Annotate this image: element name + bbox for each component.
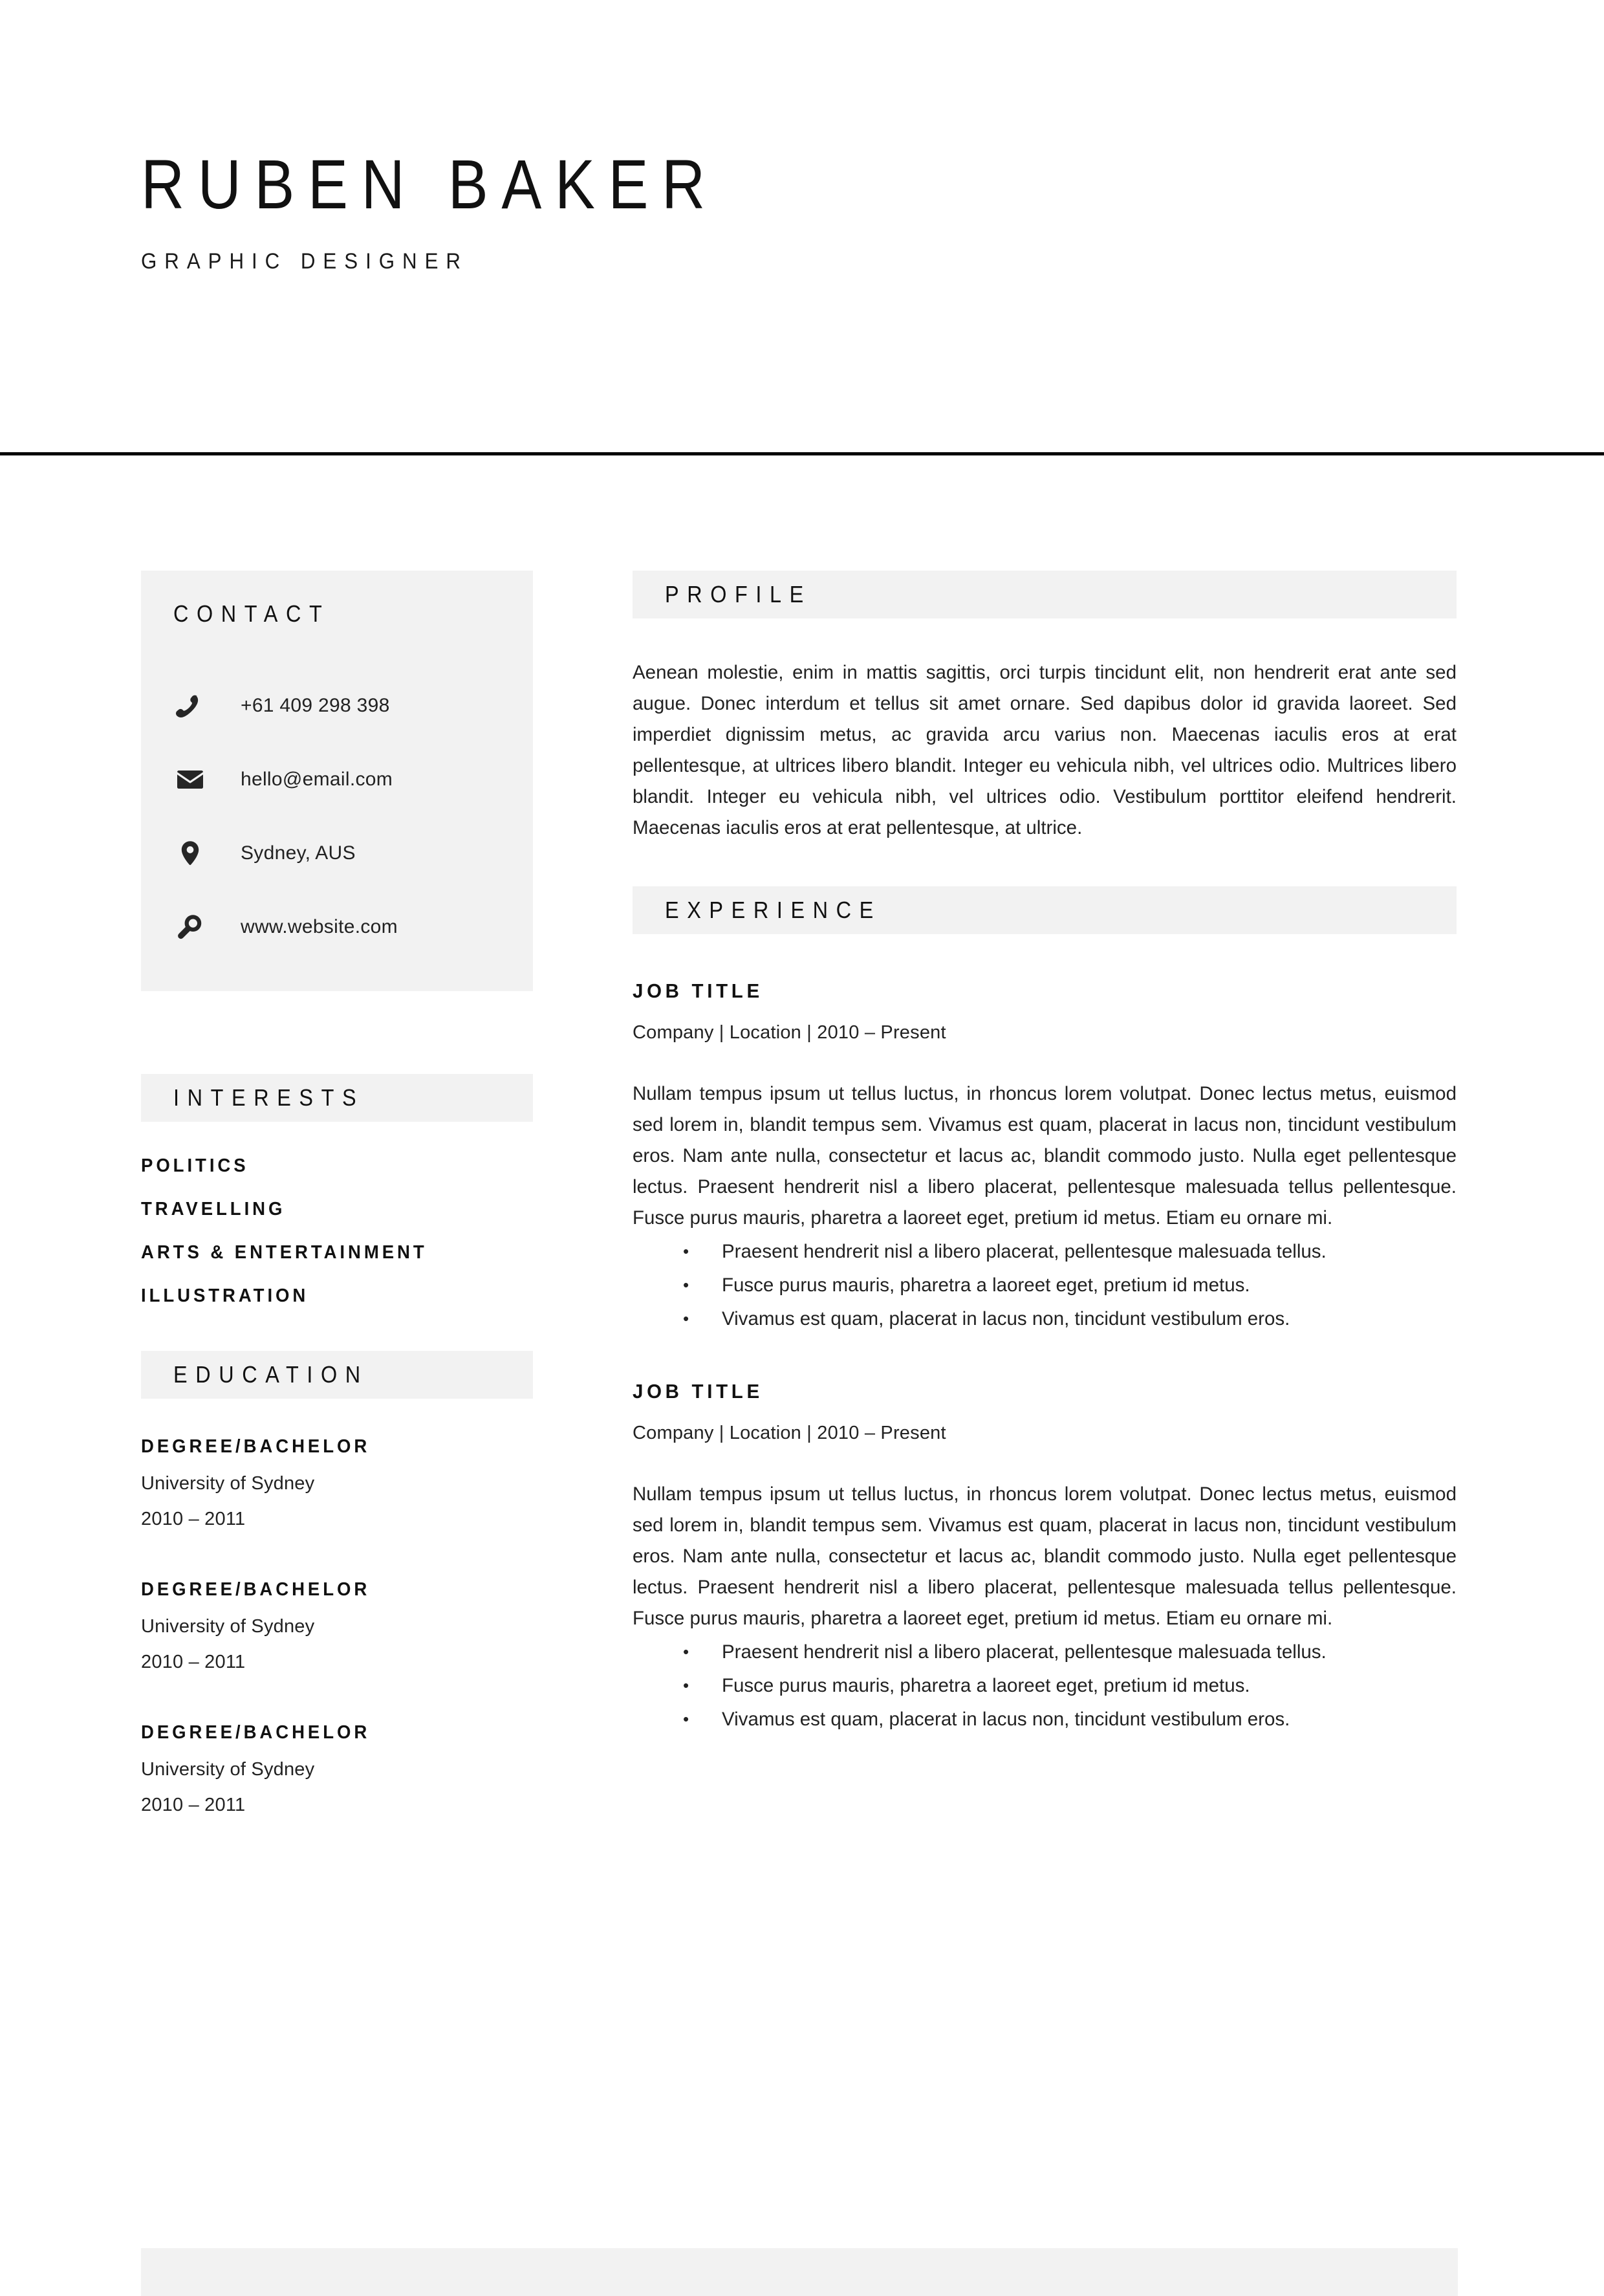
education-years: 2010 – 2011 (141, 1795, 246, 1815)
education-list (141, 1436, 533, 1816)
left-column (141, 571, 533, 1865)
envelope-icon (167, 764, 213, 795)
experience-section-title: EXPERIENCE (665, 897, 882, 923)
list-item: • Vivamus est quam, placerat in lacus non, tincidunt vestibulum eros. (633, 1304, 1457, 1335)
job-bullet-list (633, 1236, 1457, 1335)
job-title: JOB TITLE (633, 979, 763, 1002)
job-description: Nullam tempus ipsum ut tellus luctus, in rhoncus lorem volutpat. Donec lectus metus, euismod sed lorem in, blandit tempus sem. Vivamus est quam, placerat in lacus non, tincidunt vestibulum eros. Nam ante nulla, consectetur et lacus ac, blandit commodo justo. Nulla eget pellentesque lectus. Praesent hendrerit nisl a libero placerat, pellentesque malesuada tellus pellentesque. Fusce purus mauris, pharetra a laoreet eget, pretium id metus. Etiam eu ornare mi. (633, 1483, 1457, 1629)
candidate-name: RUBEN BAKER (141, 145, 719, 223)
contact-section-title: CONTACT (173, 600, 331, 627)
location-pin-icon (167, 839, 213, 868)
profile-section (633, 571, 1457, 844)
list-item: • Fusce purus mauris, pharetra a laoreet eget, pretium id metus. (633, 1270, 1457, 1301)
education-school: University of Sydney (141, 1759, 315, 1780)
job-meta: Company | Location | 2010 – Present (633, 1423, 946, 1443)
interests-band (141, 1074, 533, 1122)
contact-row-location[interactable] (141, 816, 533, 890)
right-column (633, 571, 1457, 1735)
education-years: 2010 – 2011 (141, 1652, 246, 1672)
contact-value-phone: +61 409 298 398 (241, 695, 390, 716)
contact-row-website[interactable] (141, 890, 533, 964)
profile-section-title: PROFILE (665, 581, 812, 607)
experience-job-2 (633, 1380, 1457, 1735)
contact-value-website: www.website.com (241, 916, 398, 937)
header-divider-rule (0, 452, 1604, 455)
contact-list (141, 669, 533, 964)
job-meta: Company | Location | 2010 – Present (633, 1022, 946, 1043)
education-degree: DEGREE/BACHELOR (141, 1436, 371, 1457)
list-item (141, 1579, 533, 1673)
contact-value-location: Sydney, AUS (241, 842, 356, 864)
list-item: • Praesent hendrerit nisl a libero placerat, pellentesque malesuada tellus. (633, 1236, 1457, 1267)
resume-header (141, 145, 812, 274)
contact-section (141, 571, 533, 991)
profile-band (633, 571, 1457, 618)
list-item: • Praesent hendrerit nisl a libero placerat, pellentesque malesuada tellus. (633, 1637, 1457, 1668)
contact-row-phone[interactable] (141, 669, 533, 743)
list-item: ARTS & ENTERTAINMENT (141, 1242, 428, 1263)
list-item: TRAVELLING (141, 1199, 286, 1219)
education-school: University of Sydney (141, 1616, 315, 1637)
experience-band (633, 886, 1457, 934)
list-item (141, 1436, 533, 1530)
job-description: Nullam tempus ipsum ut tellus luctus, in rhoncus lorem volutpat. Donec lectus metus, euismod sed lorem in, blandit tempus sem. Vivamus est quam, placerat in lacus non, tincidunt vestibulum eros. Nam ante nulla, consectetur et lacus ac, blandit commodo justo. Nulla eget pellentesque lectus. Praesent hendrerit nisl a libero placerat, pellentesque malesuada tellus pellentesque. Fusce purus mauris, pharetra a laoreet eget, pretium id metus. Etiam eu ornare mi. (633, 1083, 1457, 1229)
education-section (141, 1351, 533, 1816)
job-bullet-list (633, 1637, 1457, 1735)
education-band (141, 1351, 533, 1399)
profile-body: Aenean molestie, enim in mattis sagittis, orci turpis tincidunt elit, non hendrerit erat ante sed augue. Donec interdum et tellus sit amet ornare. Sed dapibus dolor id gravida laoreet. Sed imperdiet dignissim metus, ac gravida arcu varius non. Maecenas iaculis eros at erat pellentesque, at ultrices libero blandit. Integer eu vehicula nibh, vel ultrices odio. Multrices libero blandit. Integer eu vehicula nibh, vel ultrices odio. Vestibulum porttitor eleifend hendrerit. Maecenas iaculis eros at erat pellentesque, at ultrice. (633, 662, 1457, 838)
education-degree: DEGREE/BACHELOR (141, 1722, 371, 1743)
list-item: • Vivamus est quam, placerat in lacus non, tincidunt vestibulum eros. (633, 1704, 1457, 1735)
phone-icon (167, 691, 213, 721)
job-title: JOB TITLE (633, 1380, 763, 1403)
experience-job-1 (633, 979, 1457, 1335)
list-item (141, 1722, 533, 1816)
interests-section-title: INTERESTS (173, 1084, 365, 1111)
search-icon (167, 913, 213, 941)
contact-value-email: hello@email.com (241, 769, 393, 790)
list-item: • Fusce purus mauris, pharetra a laoreet eget, pretium id metus. (633, 1670, 1457, 1701)
education-school: University of Sydney (141, 1473, 315, 1494)
education-degree: DEGREE/BACHELOR (141, 1579, 371, 1600)
education-section-title: EDUCATION (173, 1361, 369, 1388)
list-item: POLITICS (141, 1155, 249, 1176)
interests-list (141, 1155, 533, 1307)
contact-row-email[interactable] (141, 743, 533, 816)
education-years: 2010 – 2011 (141, 1509, 246, 1529)
list-item: ILLUSTRATION (141, 1285, 309, 1306)
experience-section (633, 886, 1457, 1735)
candidate-role: GRAPHIC DESIGNER (141, 249, 468, 274)
interests-section (141, 1074, 533, 1307)
next-section-band-partial (141, 2248, 1458, 2296)
